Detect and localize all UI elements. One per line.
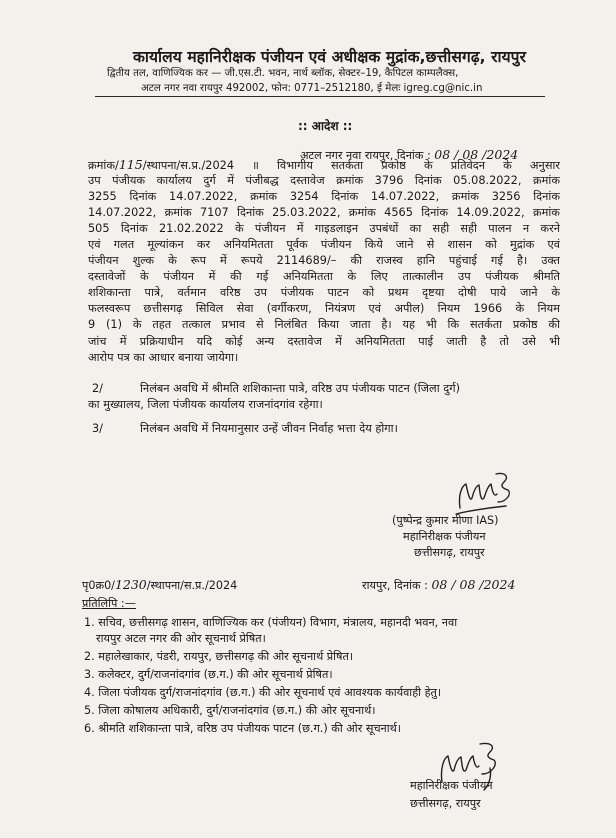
copy-item-1-line-1: 1. सचिव, छत्तीसगढ़ शासन, वाणिज्यिक कर (पंजीयन) विभाग, मंत्रालय, महानदी भवन, नवा [84, 616, 458, 629]
order-date-prefix: अटल नगर नवा रायपुर, दिनांक : [300, 149, 431, 162]
copy-item-6: 6. श्रीमति शशिकान्ता पात्रे, वरिष्ठ उप पंजीयक पाटन (छ.ग.) की ओर सूचनार्थ। [84, 722, 402, 735]
copy-item-5: 5. जिला कोषालय अधिकारी, दुर्ग/राजनांदगांव (छ.ग.) की ओर सूचनार्थ। [84, 704, 376, 717]
reference-number: 115 [118, 157, 143, 172]
endorsement-ref-number: 1230 [114, 577, 147, 592]
copy-item-2: 2. महालेखाकार, पंडरी, रायपुर, छत्तीसगढ़ की ओर सूचनार्थ प्रेषित। [84, 650, 354, 663]
paragraph-1-line-4: 14.07.2022, क्रमांक 7107 दिनांक 25.03.2022, क्रमांक 4565 दिनांक 14.09.2022, क्रमांक [88, 206, 560, 220]
order-date-value: 08 / 08 /2024 [434, 147, 519, 162]
paragraph-1-line-3: 3255 दिनांक 14.07.2022, क्रमांक 3254 दिनांक 14.07.2022, क्रमांक 3256 दिनांक [88, 190, 560, 204]
copy-item-4: 4. जिला पंजीयक दुर्ग/राजनांदगांव (छ.ग.) की ओर सूचनार्थ एवं आवश्यक कार्यवाही हेतु। [84, 686, 442, 699]
endorsement-date-prefix: रायपुर, दिनांक : [362, 579, 428, 592]
paragraph-1-line-1: ॥ विभागीय सतर्कता प्रकोष्ठ के प्रतिवेदन के अनुसार [252, 159, 560, 172]
paragraph-1-line-9: शशिकान्ता पात्रे, वर्तमान वरिष्ठ उप पंजीयक पाटन को प्रथम दृष्टया दोषी पाये जाने के [88, 286, 560, 300]
paragraph-1-line-8: दस्तावेजों के पंजीयन में की गई अनियमितता के लिए तात्कालीन उप पंजीयक श्रीमति [88, 270, 560, 284]
paragraph-2-line-2: का मुख्यालय, जिला पंजीयक कार्यालय राजनांदगांव रहेगा। [88, 398, 323, 412]
endorsement-date [362, 577, 515, 593]
signer-designation: महानिरीक्षक पंजीयन [403, 530, 486, 543]
copy-heading: प्रतिलिपि :— [82, 597, 136, 610]
paragraph-2 [88, 381, 560, 413]
letterhead-rule [95, 96, 545, 97]
paragraph-1-line-2: उप पंजीयक कार्यालय दुर्ग में पंजीबद्ध दस्तावेज क्रमांक 3796 दिनांक 05.08.2022, क्रमांक [88, 174, 560, 188]
letterhead-title: कार्यालय महानिरीक्षक पंजीयन एवं अधीक्षक मुद्रांक,छत्तीसगढ़, रायपुर [133, 48, 527, 66]
paragraph-1-line-6: एवं गलत मूल्यांकन कर अनियमितता पूर्वक पंजीयन किये जाने से शासन को मुद्रांक एवं [88, 238, 560, 252]
signature-2-designation: महानिरीक्षक पंजीयन [410, 779, 493, 792]
paragraph-1-line-5: 505 दिनांक 21.02.2022 के पंजीयन में गाइडलाइन उपबंधों का सही सही पालन न करने [88, 222, 560, 236]
reference-prefix: क्रमांक/ [88, 159, 119, 172]
endorsement-ref-prefix: पृ0क्र0/ [82, 579, 115, 592]
paragraph-2-line-1: निलंबन अवधि में श्रीमति शशिकान्ता पात्रे, वरिष्ठ उप पंजीयक पाटन (जिला दुर्ग) [140, 382, 460, 395]
paragraph-2-number: 2/ [92, 382, 103, 395]
endorsement-date-value: 08 / 08 /2024 [431, 577, 516, 592]
copy-item-3: 3. कलेक्टर, दुर्ग/राजनांदगांव (छ.ग.) की ओर सूचनार्थ प्रेषित। [84, 668, 333, 681]
copy-item-1-line-2: रायपुर अटल नगर की ओर सूचनार्थ प्रेषित। [96, 632, 266, 645]
paragraph-1-first-line [88, 157, 560, 173]
paragraph-3-number: 3/ [92, 422, 103, 435]
endorsement-reference [82, 577, 237, 593]
reference-suffix: /स्थापना/स.प्र./2024 [142, 159, 235, 172]
signer-place: छत्तीसगढ़, रायपुर [414, 546, 485, 559]
paragraph-1-line-10: फलस्वरूप छत्तीसगढ़ सिविल सेवा (वर्गीकरण, नियंत्रण एवं अपील) नियम 1966 के नियम [88, 302, 560, 316]
order-heading: :: आदेश :: [298, 119, 353, 133]
paragraph-3-line-1: निलंबन अवधि में नियमानुसार उन्हें जीवन निर्वाह भत्ता देय होगा। [140, 422, 398, 435]
paragraph-1-line-12: जांच में प्रक्रियाधीन यदि कोई अन्य दस्तावेज में अनियमितता पाई जाती है तो उसे भी [88, 334, 560, 348]
signer-name: (पुष्पेन्द्र कुमार मीणा IAS) [392, 514, 499, 527]
paragraph-1-line-11: 9 (1) के तहत तत्काल प्रभाव से निलंबित किया जाता है। यह भी कि सतर्कता प्रकोष्ठ की [88, 318, 560, 332]
paragraph-1 [88, 157, 560, 366]
letterhead-address-line2: अटल नगर नवा रायपुर 492002, फोन: 0771–2512180, ई मेलः igreg.cg@nic.in [141, 83, 483, 94]
letterhead-address-line1: द्वितीय तल, वाणिज्यिक कर — जी.एस.टी. भवन, नार्थ ब्लॉक, सेक्टर–19, कैपिटल काम्पलैक्स, [107, 68, 459, 79]
paragraph-1-line-7: पंजीयन शुल्क के रूप में रूपये 2114689/– की राजस्व हानि पहुंचाई गई है। उक्त [88, 254, 560, 268]
signature-2-place: छत्तीसगढ़, रायपुर [410, 797, 481, 810]
paragraph-1-line-13: आरोप पत्र का आधार बनाया जायेगा। [88, 350, 239, 364]
endorsement-ref-suffix: /स्थापना/स.प्र./2024 [146, 579, 238, 592]
